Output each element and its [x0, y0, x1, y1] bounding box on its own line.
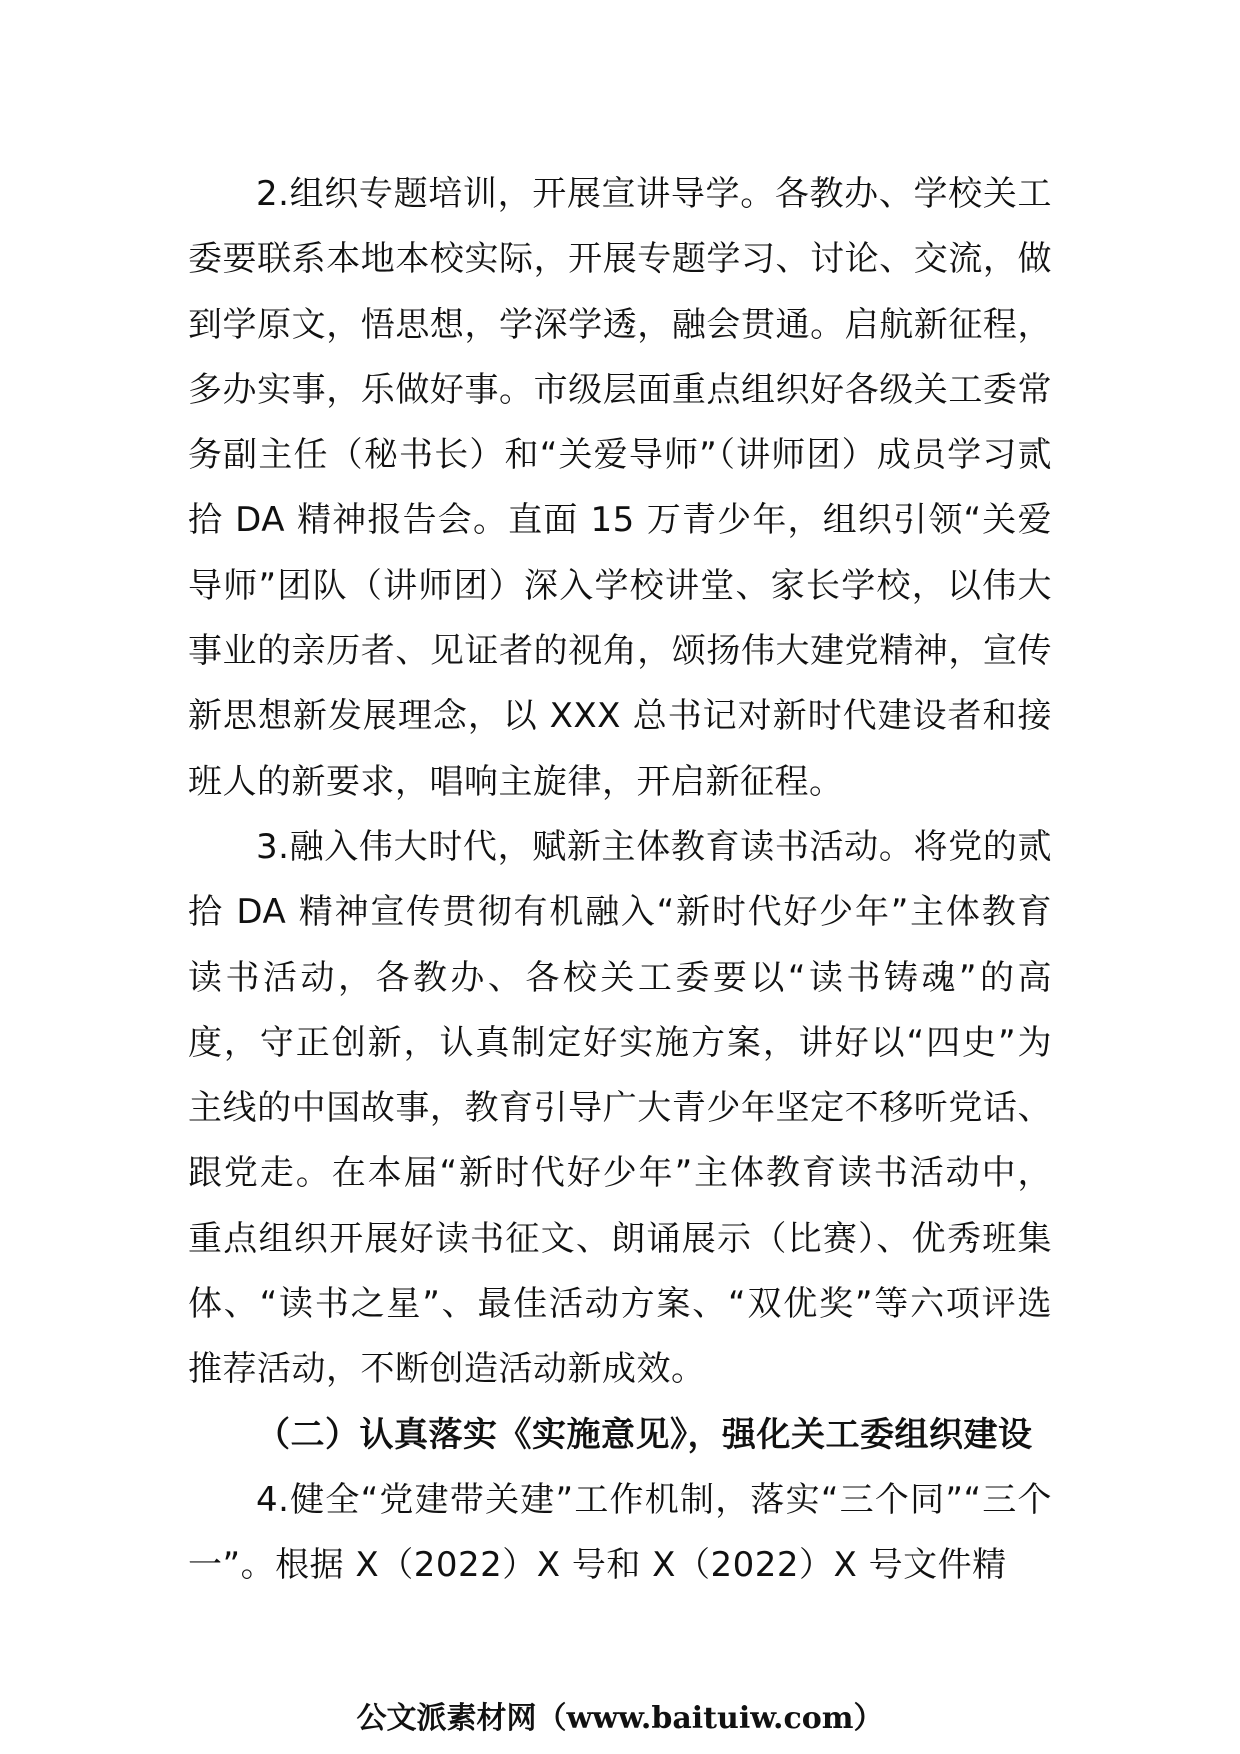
paragraph-4: 4.健全“党建带关建”工作机制，落实“三个同”“三个一”。根据 X（2022）X 号和 X（2022）X 号文件精	[188, 1479, 1052, 1586]
section-heading: （二）认真落实《实施意见》，强化关工委组织建设	[256, 1414, 1033, 1455]
document-body	[188, 162, 1052, 1599]
footer-watermark: 公文派素材网（www.baituiw.com）	[356, 1701, 884, 1736]
paragraph-3: 3.融入伟大时代，赋新主体教育读书活动。将党的贰拾 DA 精神宣传贯彻有机融入“新时代好少年”主体教育读书活动，各教办、各校关工委要以“读书铸魂”的高度，守正创新，认真制定好实施方案，讲好以“四史”为主线的中国故事，教育引导广大青少年坚定不移听党话、跟党走。在本届“新时代好少年”主体教育读书活动中，重点组织开展好读书征文、朗诵展示（比赛）、优秀班集体、“读书之星”、最佳活动方案、“双优奖”等六项评选推荐活动，不断创造活动新成效。	[188, 826, 1052, 1390]
paragraph-2: 2.组织专题培训，开展宣讲导学。各教办、学校关工委要联系本地本校实际，开展专题学习、讨论、交流，做到学原文，悟思想，学深学透，融会贯通。启航新征程，多办实事，乐做好事。市级层面重点组织好各级关工委常务副主任（秘书长）和“关爱导师”（讲师团）成员学习贰拾 DA 精神报告会。直面 15 万青少年，组织引领“关爱导师”团队（讲师团）深入学校讲堂、家长学校，以伟大事业的亲历者、见证者的视角，颂扬伟大建党精神，宣传新思想新发展理念，以 XXX 总书记对新时代建设者和接班人的新要求，唱响主旋律，开启新征程。	[188, 174, 1052, 802]
